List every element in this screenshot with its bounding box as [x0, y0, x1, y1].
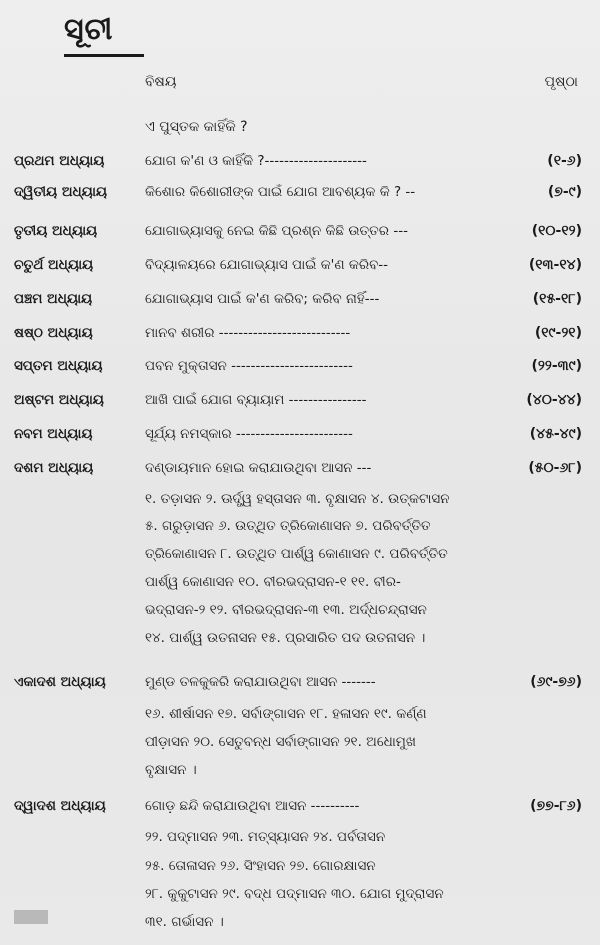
chapter-pages: (୧୯-୨୧): [534, 325, 582, 341]
chapter-pages: (୭-୯): [547, 184, 582, 200]
asana-list-line: ୧୬. ଶୀର୍ଷାସନ ୧୭. ସର୍ବାଙ୍ଗାସନ ୧୮. ହଳାସନ ୧୯. କର୍ଣ୍ଣ: [145, 706, 427, 722]
chapter-name: ଏକାଦଶ ଅଧ୍ୟାୟ: [14, 674, 106, 690]
asana-list-line: ତ୍ରିକୋଣାସନ ୮. ଉତ୍‌ଥିତ ପାର୍ଶ୍ୱ କୋଣାସନ ୯. ପରିବର୍ତ୍ତିତ: [145, 546, 448, 562]
asana-list-line: ୩୧. ଗର୍ଭାସନ ।: [145, 914, 224, 930]
asana-list-line: ପୀଡ଼ାସନ ୨୦. ସେତୁବନ୍ଧ ସର୍ବାଙ୍ଗାସନ ୨୧. ଅଧୋମୁଖ: [145, 734, 416, 750]
chapter-name: ତୃତୀୟ ଅଧ୍ୟାୟ: [14, 223, 98, 239]
toc-row-ch7: [0, 355, 600, 379]
toc-row-ch8: [0, 389, 600, 413]
chapter-name: ପଞ୍ଚମ ଅଧ୍ୟାୟ: [14, 291, 93, 307]
chapter-pages: (୪୫-୪୯): [529, 426, 582, 442]
asana-list-line: ପାର୍ଶ୍ୱ କୋଣାସନ ୧୦. ବୀରଭଦ୍ରାସନ-୧ ୧୧. ବୀର-: [145, 574, 401, 590]
chapter-name: ସପ୍ତମ ଅଧ୍ୟାୟ: [14, 358, 103, 374]
chapter-pages: (୨୨-୩୯): [531, 358, 582, 374]
chapter-pages: (୬୯-୭୬): [530, 674, 582, 690]
preface-entry: ଏ ପୁସ୍ତକ କାହିଁକି ?: [145, 119, 248, 135]
chapter-name: ପ୍ରଥମ ଅଧ୍ୟାୟ: [14, 153, 105, 169]
asana-list-line: ବୃକ୍ଷାସନ ।: [145, 762, 197, 778]
chapter-pages: (୧୫-୧୮): [532, 291, 582, 307]
chapter-title: ଯୋଗାଭ୍ୟାସକୁ ନେଇ କିଛି ପ୍ରଶ୍ନ କିଛି ଉତ୍ତର ---: [145, 223, 408, 239]
chapter-title: ମାନବ ଶରୀର ---------------------------: [145, 325, 351, 341]
toc-row-ch3: [0, 220, 600, 244]
asana-list-line: ୧୪. ପାର୍ଶ୍ୱ ଉତନାସନ ୧୫. ପ୍ରସାରିତ ପଦ ଉତନାସନ ।: [145, 630, 426, 646]
chapter-title: ଦଣ୍ଡାୟମାନ ହୋଇ କରାଯାଉଥିବା ଆସନ ---: [145, 460, 372, 476]
chapter-title: ପବନ ମୁକ୍ତାସନ -------------------------: [145, 358, 353, 374]
chapter-title: ଯୋଗ କ'ଣ ଓ କାହିଁକି ?---------------------: [145, 153, 367, 169]
toc-row-ch2: [0, 181, 600, 205]
chapter-name: ଦ୍ୱାଦଶ ଅଧ୍ୟାୟ: [14, 798, 106, 814]
toc-row-ch1: [0, 150, 600, 174]
column-header-subject: ବିଷୟ: [145, 74, 177, 90]
chapter-name: ଦଶମ ଅଧ୍ୟାୟ: [14, 460, 94, 476]
chapter-pages: (୧-୬): [547, 153, 582, 169]
toc-row-ch11: [0, 671, 600, 695]
asana-list-line: ୧. ତଡ଼ାସନ ୨. ଊର୍ଦ୍ଧ୍ୱ ହସ୍ତାସନ ୩. ବୃକ୍ଷାସନ ୪. ଉତ୍କଟାସନ: [145, 491, 450, 507]
chapter-pages: (୫୦-୬୮): [528, 460, 582, 476]
chapter-pages: (୧୩-୧୪): [528, 257, 582, 273]
chapter-pages: (୪୦-୪୪): [526, 392, 582, 408]
chapter-title: ବିଦ୍ୟାଳୟରେ ଯୋଗାଭ୍ୟାସ ପାଇଁ କ'ଣ କରିବ--: [145, 257, 389, 273]
toc-row-ch4: [0, 254, 600, 278]
chapter-name: ଅଷ୍ଟମ ଅଧ୍ୟାୟ: [14, 392, 104, 408]
chapter-title: ଆଖି ପାଇଁ ଯୋଗ ବ୍ୟାୟାମ ----------------: [145, 392, 367, 408]
toc-row-ch5: [0, 288, 600, 312]
chapter-title: ସୂର୍ଯ୍ୟ ନମସ୍କାର ------------------------: [145, 426, 353, 442]
asana-list-line: ୨୨. ପଦ୍ମାସନ ୨୩. ମତ୍ସ୍ୟାସନ ୨୪. ପର୍ବତାସନ: [145, 829, 386, 845]
column-header-page: ପୃଷ୍ଠା: [544, 74, 578, 90]
chapter-title: ମୁଣ୍ଡ ତଳକୁକରି କରାଯାଉଥିବା ଆସନ -------: [145, 674, 376, 690]
print-mark: [14, 910, 48, 924]
chapter-title: କିଶୋର କିଶୋରୀଙ୍କ ପାଇଁ ଯୋଗ ଆବଶ୍ୟକ କି ? --: [145, 184, 416, 200]
toc-row-ch6: [0, 322, 600, 346]
chapter-name: ଷଷ୍ଠ ଅଧ୍ୟାୟ: [14, 325, 93, 341]
chapter-name: ନବମ ଅଧ୍ୟାୟ: [14, 426, 93, 442]
title-block: [64, 10, 144, 57]
asana-list-line: ୨୫. ତୋଳାସନ ୨୬. ସିଂହାସନ ୨୭. ଗୋରକ୍ଷାସନ: [145, 858, 376, 874]
asana-list-line: ୨୮. କୁକୁଟାସନ ୨୯. ବଦ୍ଧ ପଦ୍ମାସନ ୩୦. ଯୋଗ ମୁଦ୍ରାସନ: [145, 886, 444, 902]
chapter-pages: (୭୭-୮୬): [530, 798, 582, 814]
toc-row-ch9: [0, 423, 600, 447]
asana-list-line: ଭଦ୍ରାସନ-୨ ୧୨. ବୀରଭଦ୍ରାସନ-୩ ୧୩. ଅର୍ଦ୍ଧଚନ୍ଦ୍ରାସନ: [145, 602, 427, 618]
page-title: ସୂଚୀ: [64, 12, 114, 47]
chapter-name: ଚତୁର୍ଥ ଅଧ୍ୟାୟ: [14, 257, 94, 273]
chapter-pages: (୧୦-୧୨): [531, 223, 582, 239]
chapter-name: ଦ୍ୱିତୀୟ ଅଧ୍ୟାୟ: [14, 184, 108, 200]
toc-row-ch10: [0, 457, 600, 481]
chapter-title: ଗୋଡ଼ ଛନ୍ଦି କରାଯାଉଥିବା ଆସନ ----------: [145, 798, 360, 814]
asana-list-line: ୫. ଗରୁଡ଼ାସନ ୬. ଉତ୍‌ଥିତ ତ୍ରିକୋଣାସନ ୭. ପରିବର୍ତ୍ତିତ: [145, 518, 431, 534]
toc-row-ch12: [0, 795, 600, 819]
chapter-title: ଯୋଗାଭ୍ୟାସ ପାଇଁ କ'ଣ କରିବ; କରିବ ନାହିଁ---: [145, 291, 380, 307]
